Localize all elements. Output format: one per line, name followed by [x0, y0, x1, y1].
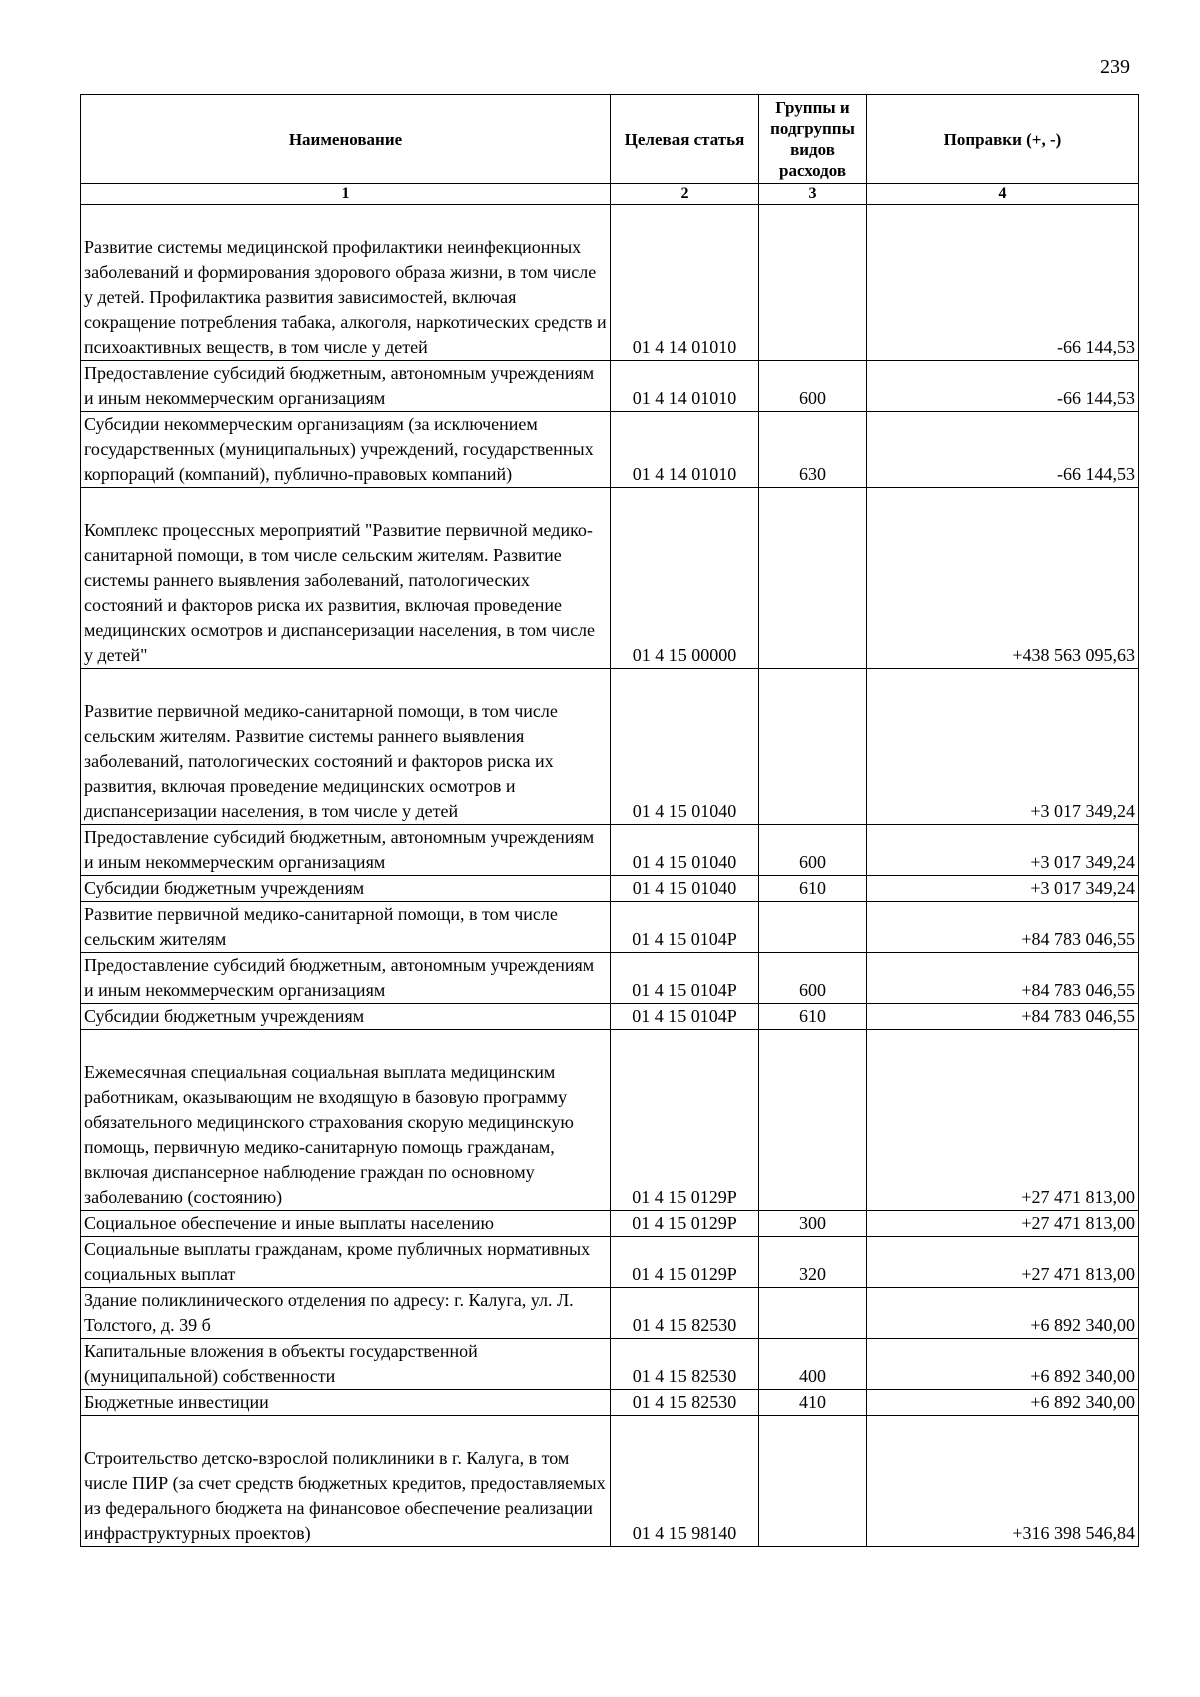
column-number: 4 — [867, 184, 1139, 205]
row-name: Развитие системы медицинской профилактики неинфекционных заболеваний и формирования здорового образа жизни, в том числе у детей. Профилактика развития зависимостей, включая сокращение потребления табака, алкоголя, наркотических средств и психоактивных веществ, в том числе у детей — [81, 205, 611, 361]
row-amendment-amount: +27 471 813,00 — [867, 1030, 1139, 1211]
table-row — [81, 361, 1139, 412]
row-expense-group — [759, 1288, 867, 1339]
row-expense-group: 400 — [759, 1339, 867, 1390]
header-expense-groups: Группы и подгруппы видов расходов — [759, 95, 867, 184]
row-name: Здание поликлинического отделения по адресу: г. Калуга, ул. Л. Толстого, д. 39 б — [81, 1288, 611, 1339]
row-name: Субсидии бюджетным учреждениям — [81, 876, 611, 902]
row-expense-group: 410 — [759, 1390, 867, 1416]
table-row — [81, 876, 1139, 902]
row-amendment-amount: +84 783 046,55 — [867, 902, 1139, 953]
row-name: Строительство детско-взрослой поликлиники в г. Калуга, в том числе ПИР (за счет средств бюджетных кредитов, предоставляемых из федерального бюджета на финансовое обеспечение реализации инфраструктурных проектов) — [81, 1416, 611, 1547]
row-amendment-amount: +84 783 046,55 — [867, 953, 1139, 1004]
table-row — [81, 1288, 1139, 1339]
row-target-article: 01 4 15 82530 — [611, 1288, 759, 1339]
table-row — [81, 1237, 1139, 1288]
row-amendment-amount: +316 398 546,84 — [867, 1416, 1139, 1547]
row-name: Субсидии некоммерческим организациям (за исключением государственных (муниципальных) учреждений, государственных корпораций (компаний), публично-правовых компаний) — [81, 412, 611, 488]
table-row — [81, 1030, 1139, 1211]
row-target-article: 01 4 15 0104P — [611, 902, 759, 953]
row-target-article: 01 4 15 0129P — [611, 1030, 759, 1211]
row-target-article: 01 4 15 0104P — [611, 1004, 759, 1030]
row-amendment-amount: +3 017 349,24 — [867, 825, 1139, 876]
row-amendment-amount: +6 892 340,00 — [867, 1288, 1139, 1339]
row-expense-group: 610 — [759, 876, 867, 902]
row-name: Развитие первичной медико-санитарной помощи, в том числе сельским жителям. Развитие системы раннего выявления заболеваний, патологических состояний и факторов риска их развития, включая проведение медицинских осмотров и диспансеризации населения, в том числе у детей — [81, 669, 611, 825]
row-expense-group — [759, 1416, 867, 1547]
row-amendment-amount: +6 892 340,00 — [867, 1339, 1139, 1390]
row-amendment-amount: +438 563 095,63 — [867, 488, 1139, 669]
row-target-article: 01 4 14 01010 — [611, 412, 759, 488]
row-name: Предоставление субсидий бюджетным, автономным учреждениям и иным некоммерческим организациям — [81, 361, 611, 412]
row-target-article: 01 4 15 01040 — [611, 876, 759, 902]
table-row — [81, 825, 1139, 876]
row-target-article: 01 4 15 82530 — [611, 1339, 759, 1390]
column-number: 1 — [81, 184, 611, 205]
table-row — [81, 902, 1139, 953]
row-name: Социальные выплаты гражданам, кроме публичных нормативных социальных выплат — [81, 1237, 611, 1288]
row-expense-group: 610 — [759, 1004, 867, 1030]
header-row — [81, 95, 1139, 184]
row-target-article: 01 4 15 82530 — [611, 1390, 759, 1416]
table-row — [81, 412, 1139, 488]
budget-amendments-table — [80, 94, 1139, 1547]
table-row — [81, 205, 1139, 361]
row-target-article: 01 4 15 00000 — [611, 488, 759, 669]
row-expense-group: 600 — [759, 825, 867, 876]
table-row — [81, 953, 1139, 1004]
row-amendment-amount: -66 144,53 — [867, 361, 1139, 412]
row-expense-group — [759, 1030, 867, 1211]
row-name: Предоставление субсидий бюджетным, автономным учреждениям и иным некоммерческим организациям — [81, 953, 611, 1004]
row-amendment-amount: +27 471 813,00 — [867, 1211, 1139, 1237]
row-name: Социальное обеспечение и иные выплаты населению — [81, 1211, 611, 1237]
table-row — [81, 1004, 1139, 1030]
table-body — [81, 205, 1139, 1547]
row-expense-group — [759, 669, 867, 825]
row-target-article: 01 4 14 01010 — [611, 205, 759, 361]
table-row — [81, 669, 1139, 825]
table-row — [81, 488, 1139, 669]
row-target-article: 01 4 15 0129P — [611, 1237, 759, 1288]
row-expense-group — [759, 488, 867, 669]
row-target-article: 01 4 15 98140 — [611, 1416, 759, 1547]
row-name: Предоставление субсидий бюджетным, автономным учреждениям и иным некоммерческим организациям — [81, 825, 611, 876]
row-name: Субсидии бюджетным учреждениям — [81, 1004, 611, 1030]
row-expense-group: 600 — [759, 953, 867, 1004]
row-name: Бюджетные инвестиции — [81, 1390, 611, 1416]
row-target-article: 01 4 15 0104P — [611, 953, 759, 1004]
row-amendment-amount: +84 783 046,55 — [867, 1004, 1139, 1030]
row-amendment-amount: +27 471 813,00 — [867, 1237, 1139, 1288]
row-target-article: 01 4 15 0129P — [611, 1211, 759, 1237]
row-expense-group: 630 — [759, 412, 867, 488]
row-amendment-amount: +3 017 349,24 — [867, 876, 1139, 902]
header-name: Наименование — [81, 95, 611, 184]
table-row — [81, 1339, 1139, 1390]
header-target-article: Целевая статья — [611, 95, 759, 184]
row-name: Развитие первичной медико-санитарной помощи, в том числе сельским жителям — [81, 902, 611, 953]
table-row — [81, 1416, 1139, 1547]
row-target-article: 01 4 15 01040 — [611, 825, 759, 876]
table-row — [81, 1211, 1139, 1237]
row-expense-group: 600 — [759, 361, 867, 412]
row-target-article: 01 4 14 01010 — [611, 361, 759, 412]
row-name: Капитальные вложения в объекты государственной (муниципальной) собственности — [81, 1339, 611, 1390]
column-number: 3 — [759, 184, 867, 205]
row-target-article: 01 4 15 01040 — [611, 669, 759, 825]
row-expense-group: 320 — [759, 1237, 867, 1288]
page-number: 239 — [1100, 56, 1130, 78]
column-number: 2 — [611, 184, 759, 205]
row-amendment-amount: -66 144,53 — [867, 205, 1139, 361]
header-amendments: Поправки (+, -) — [867, 95, 1139, 184]
row-amendment-amount: -66 144,53 — [867, 412, 1139, 488]
row-name: Комплекс процессных мероприятий "Развитие первичной медико-санитарной помощи, в том числе сельским жителям. Развитие системы раннего выявления заболеваний, патологических состояний и факторов риска их развития, включая проведение медицинских осмотров и диспансеризации населения, в том числе у детей" — [81, 488, 611, 669]
row-expense-group — [759, 205, 867, 361]
row-amendment-amount: +6 892 340,00 — [867, 1390, 1139, 1416]
row-name: Ежемесячная специальная социальная выплата медицинским работникам, оказывающим не входящую в базовую программу обязательного медицинского страхования скорую медицинскую помощь, первичную медико-санитарную помощь гражданам, включая диспансерное наблюдение граждан по основному заболеванию (состоянию) — [81, 1030, 611, 1211]
row-expense-group: 300 — [759, 1211, 867, 1237]
row-amendment-amount: +3 017 349,24 — [867, 669, 1139, 825]
column-number-row — [81, 184, 1139, 205]
table-row — [81, 1390, 1139, 1416]
row-expense-group — [759, 902, 867, 953]
